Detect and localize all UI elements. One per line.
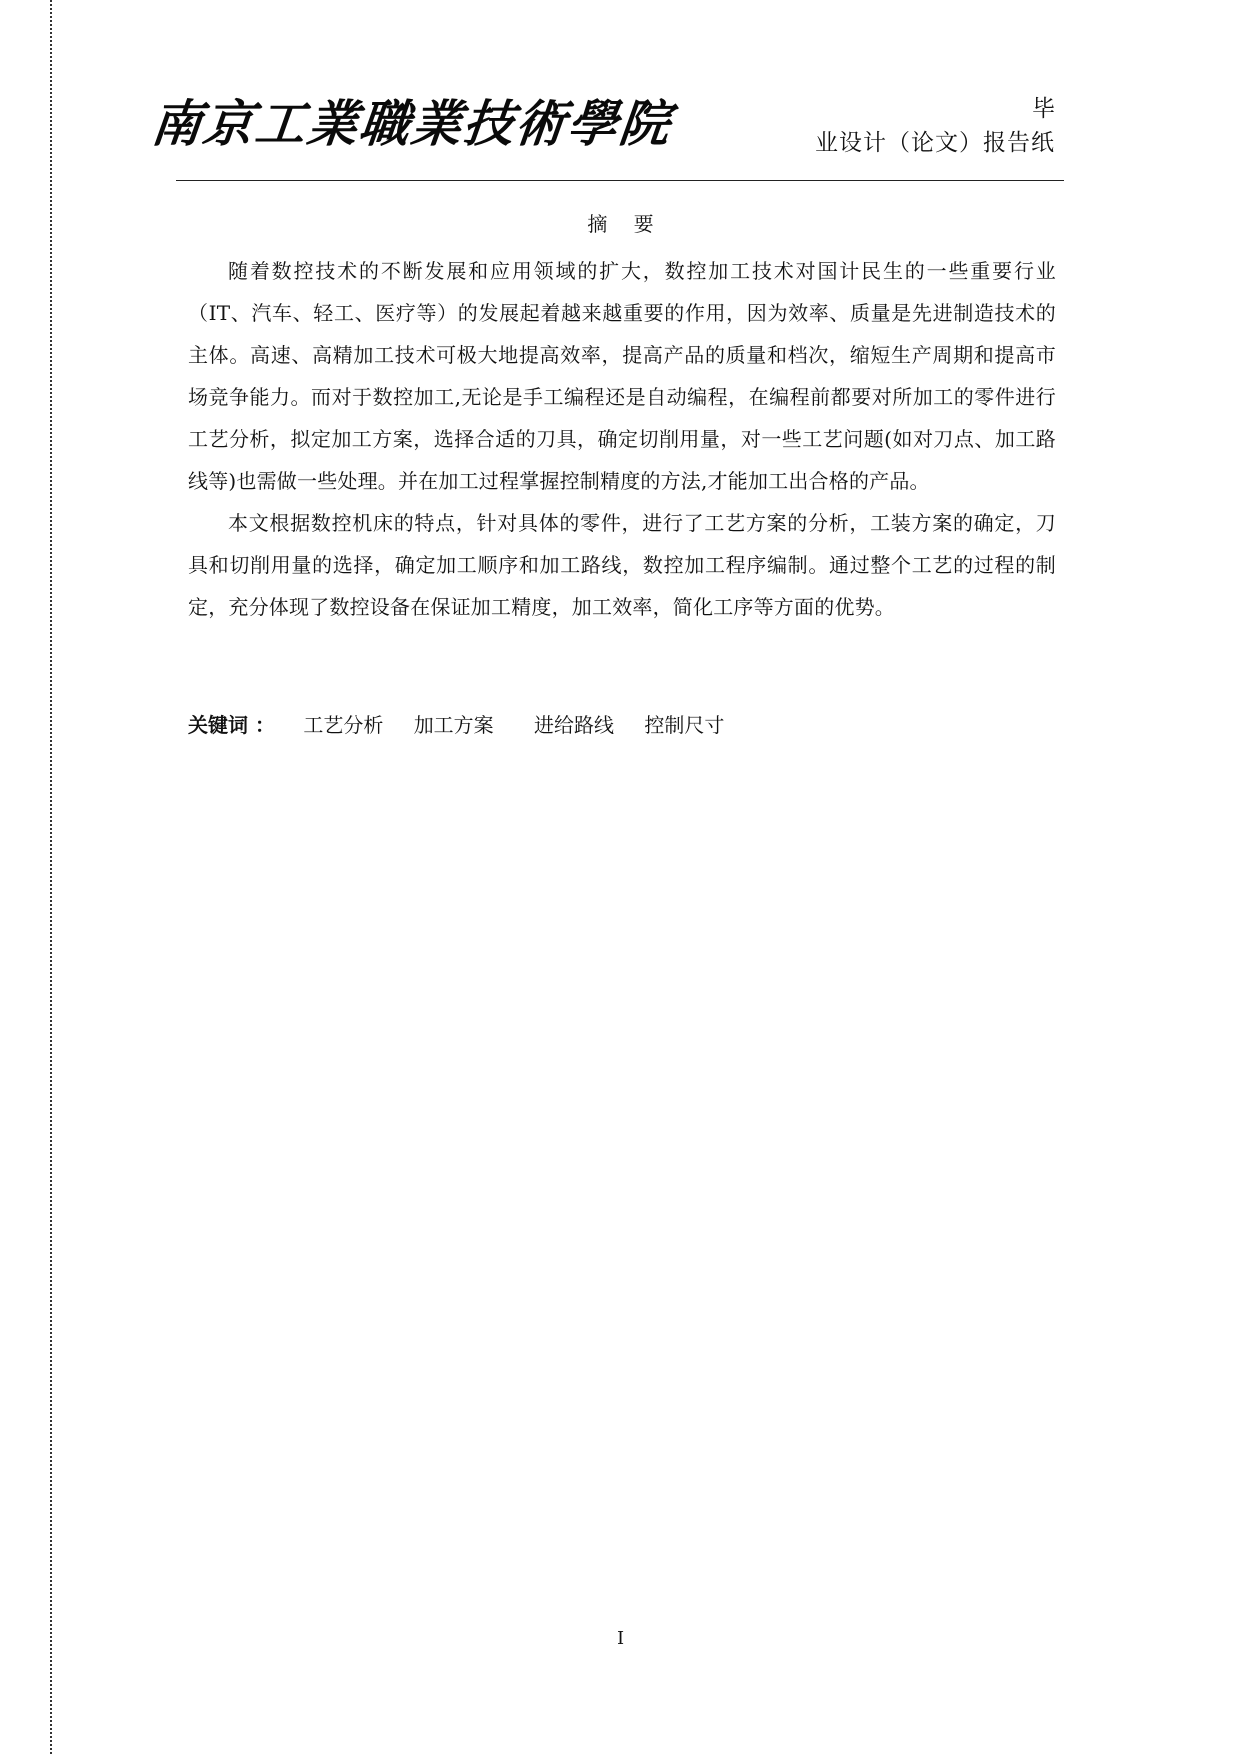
abstract-paragraph-2: 本文根据数控机床的特点，针对具体的零件，进行了工艺方案的分析，工装方案的确定，刀具和切削用量的选择，确定加工顺序和加工路线，数控加工程序编制。通过整个工艺的过程的制定，充分体现了数控设备在保证加工精度，加工效率，简化工序等方面的优势。 bbox=[188, 511, 1056, 619]
keyword-item: 加工方案 bbox=[413, 713, 494, 737]
school-logo: 南京工業職業技術學院 bbox=[148, 94, 675, 153]
keywords-line bbox=[188, 704, 748, 746]
abstract-heading: 摘 要 bbox=[587, 212, 664, 236]
abstract-body bbox=[188, 250, 1056, 628]
report-paper-title bbox=[815, 92, 1055, 160]
binding-dotted-line bbox=[50, 0, 52, 1754]
header-divider bbox=[176, 180, 1064, 181]
keywords-label: 关键词 ： bbox=[188, 713, 275, 737]
keyword-item: 控制尺寸 bbox=[644, 713, 725, 737]
page-number: I bbox=[616, 1628, 625, 1649]
keyword-item: 工艺分析 bbox=[303, 713, 384, 737]
abstract-paragraph-1: 随着数控技术的不断发展和应用领域的扩大，数控加工技术对国计民生的一些重要行业（IT、汽车、轻工、医疗等）的发展起着越来越重要的作用，因为效率、质量是先进制造技术的主体。高速、高精加工技术可极大地提高效率，提高产品的质量和档次，缩短生产周期和提高市场竞争能力。而对于数控加工,无论是手工编程还是自动编程，在编程前都要对所加工的零件进行工艺分析，拟定加工方案，选择合适的刀具，确定切削用量，对一些工艺问题(如对刀点、加工路线等)也需做一些处理。并在加工过程掌握控制精度的方法,才能加工出合格的产品。 bbox=[188, 259, 1056, 493]
report-paper-title-line1: 毕 bbox=[1032, 96, 1055, 122]
keyword-item: 进给路线 bbox=[534, 713, 615, 737]
report-paper-title-line2: 业设计（论文）报告纸 bbox=[815, 130, 1055, 156]
